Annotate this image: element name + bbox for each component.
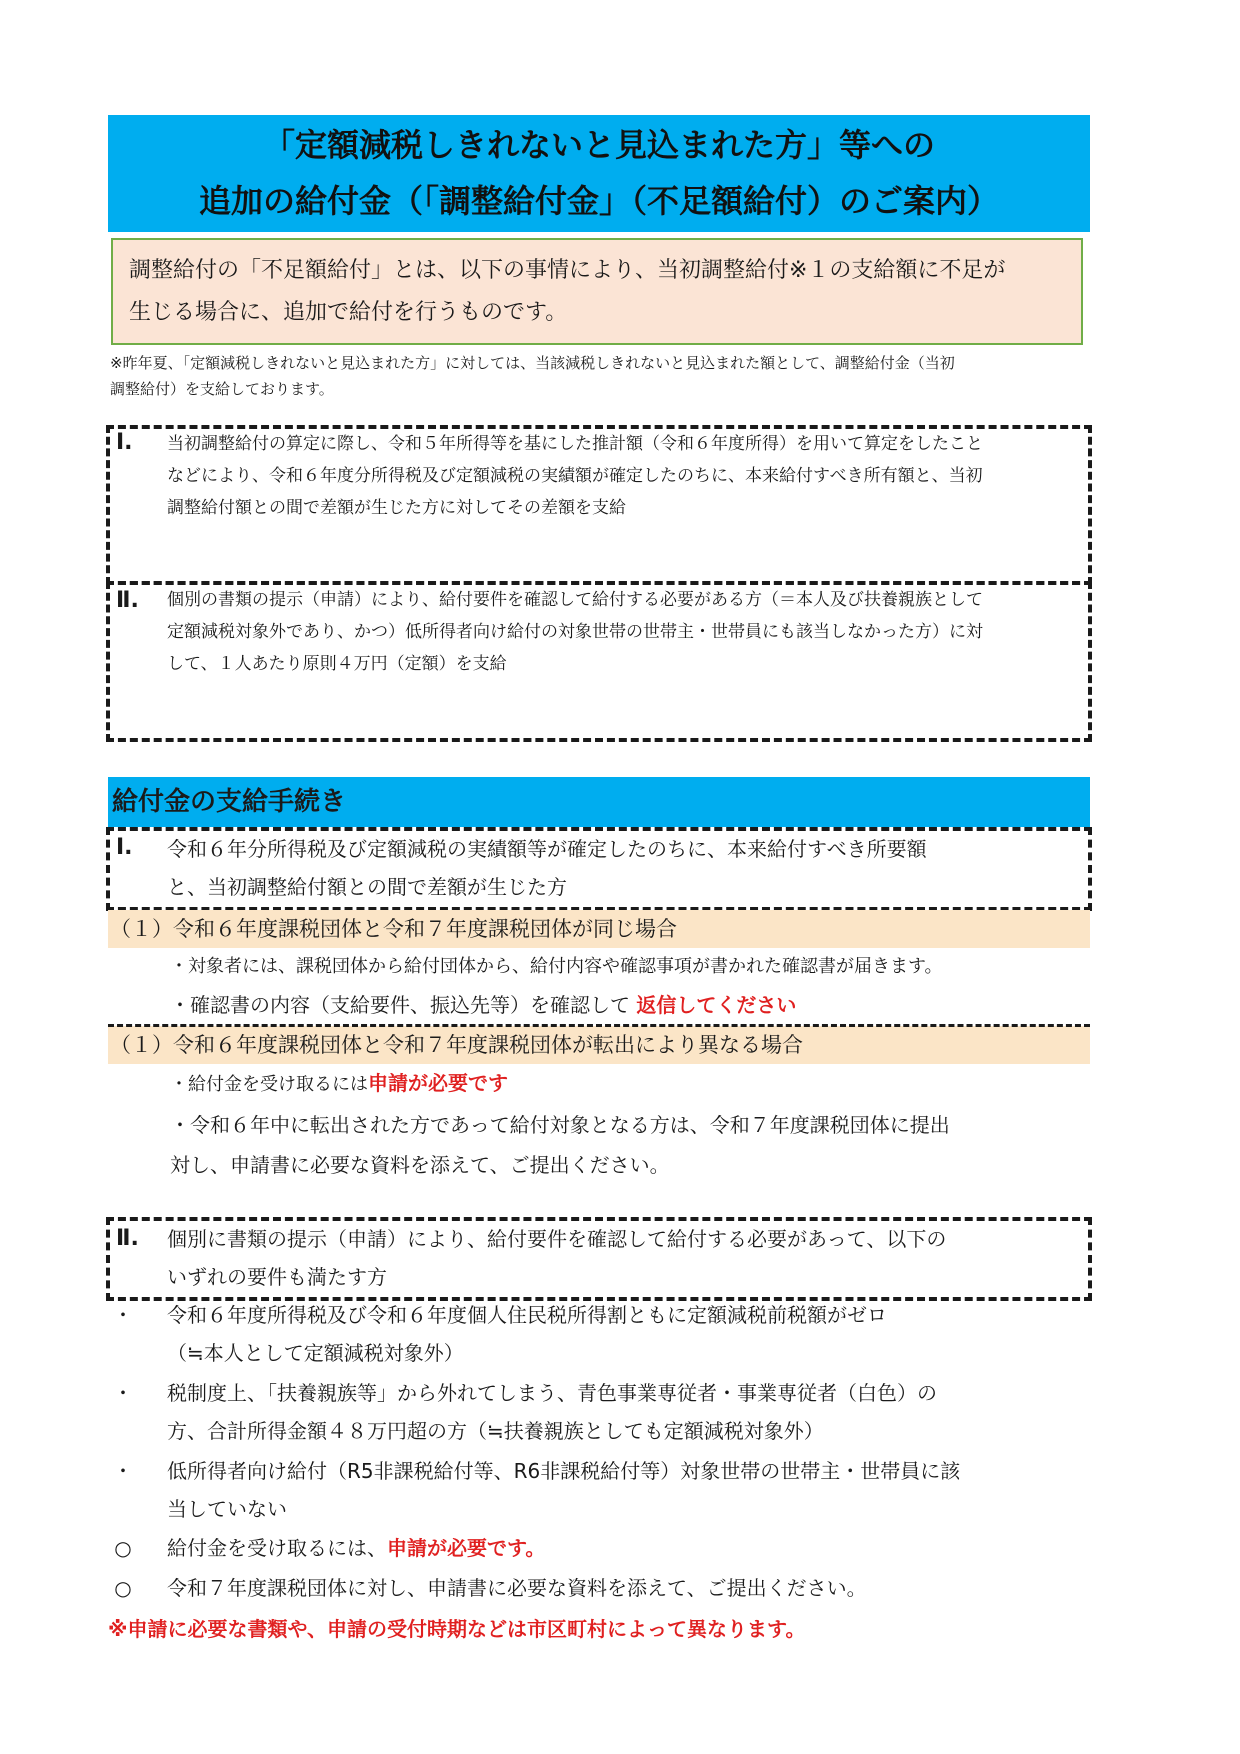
requirement-line1: 税制度上、「扶養親族等」から外れてしまう、青色事業専従者・事業専従者（白色）の bbox=[167, 1381, 937, 1405]
diff-divider bbox=[108, 1024, 1090, 1027]
case1-line3: 調整給付額との間で差額が生じた方に対してその差額を支給 bbox=[167, 498, 626, 518]
sec1-line1: 令和６年分所得税及び定額減税の実績額等が確定したのちに、本来給付すべき所要額 bbox=[167, 837, 927, 861]
intro-box bbox=[111, 238, 1083, 345]
requirement-text bbox=[167, 1374, 937, 1452]
diff-bullets bbox=[170, 1064, 1085, 1184]
case1-numeral: Ⅰ. bbox=[116, 430, 133, 455]
case2-numeral: Ⅱ. bbox=[116, 588, 139, 613]
same-bullet1: ・対象者には、課税団体から給付団体から、給付内容や確認事項が書かれた確認書が届きます。 bbox=[170, 956, 943, 977]
intro-line1: 調整給付の「不足額給付」とは、以下の事情により、当初調整給付※１の支給額に不足が bbox=[129, 258, 1006, 283]
sec2-numeral: Ⅱ. bbox=[116, 1226, 139, 1251]
requirements-list bbox=[108, 1296, 1088, 1530]
sec1-text bbox=[167, 830, 1082, 906]
diff-bullet2-line2: 対し、申請書に必要な資料を添えて、ご提出ください。 bbox=[170, 1153, 670, 1177]
diff-bullet1 bbox=[170, 1064, 1085, 1104]
title-banner bbox=[108, 115, 1090, 232]
bullet-marker: ・ bbox=[113, 1459, 133, 1483]
same-bullets bbox=[170, 948, 1080, 1024]
case1-line1: 当初調整給付の算定に際し、令和５年所得等を基にした推計額（令和６年度所得）を用いて算定をしたこと bbox=[167, 434, 983, 454]
circle1-text: 給付金を受け取るには、 bbox=[167, 1536, 387, 1560]
requirement-text bbox=[167, 1452, 960, 1530]
bullet-marker: ・ bbox=[113, 1303, 133, 1327]
subsection-diff-label: （１）令和６年度課税団体と令和７年度課税団体が転出により異なる場合 bbox=[108, 1026, 1090, 1064]
case1-text bbox=[167, 428, 1082, 524]
circle1-emphasis: 申請が必要です。 bbox=[387, 1536, 546, 1560]
section-header: 給付金の支給手続き bbox=[108, 777, 1090, 827]
circle-item-2 bbox=[108, 1569, 867, 1607]
list-item bbox=[108, 1374, 1088, 1452]
requirement-line2: 当していない bbox=[167, 1497, 287, 1521]
diff-bullet1-text: ・給付金を受け取るには bbox=[170, 1074, 368, 1095]
case1-line2: などにより、令和６年度分所得税及び定額減税の実績額が確定したのちに、本来給付すべき所有額と、当初 bbox=[167, 466, 983, 486]
sec1-numeral: Ⅰ. bbox=[116, 835, 133, 860]
circle-marker: ○ bbox=[114, 1536, 132, 1560]
final-note: ※申請に必要な書類や、申請の受付時期などは市区町村によって異なります。 bbox=[108, 1617, 806, 1641]
circle2-text: 令和７年度課税団体に対し、申請書に必要な資料を添えて、ご提出ください。 bbox=[167, 1576, 867, 1600]
same-bullet2-emphasis: 返信してください bbox=[636, 993, 797, 1017]
list-item bbox=[108, 1452, 1088, 1530]
same-bullet2-text: ・確認書の内容（支給要件、振込先等）を確認して bbox=[170, 993, 637, 1017]
page-title-line1: 「定額減税しきれないと見込まれた方」等への bbox=[262, 126, 935, 164]
sec2-line2: いずれの要件も満たす方 bbox=[167, 1265, 387, 1289]
list-item bbox=[108, 1296, 1088, 1374]
footnote-line2: 調整給付）を支給しております。 bbox=[110, 380, 334, 398]
subsection-same-label: （１）令和６年度課税団体と令和７年度課税団体が同じ場合 bbox=[108, 910, 1090, 948]
requirement-line2: （≒本人として定額減税対象外） bbox=[167, 1341, 464, 1365]
requirement-text bbox=[167, 1296, 887, 1374]
requirement-line1: 低所得者向け給付（R5非課税給付等、R6非課税給付等）対象世帯の世帯主・世帯員に該 bbox=[167, 1459, 961, 1483]
footnote-line1: ※昨年夏、「定額減税しきれないと見込まれた方」に対しては、当該減税しきれないと見込まれた額として、調整給付金（当初 bbox=[110, 354, 955, 372]
sec2-line1: 個別に書類の提示（申請）により、給付要件を確認して給付する必要があって、以下の bbox=[167, 1227, 947, 1251]
circle-item-1-text bbox=[167, 1529, 545, 1567]
sec1-line2: と、当初調整給付額との間で差額が生じた方 bbox=[167, 875, 567, 899]
circle-item-1 bbox=[108, 1529, 545, 1567]
diff-bullet1-emphasis: 申請が必要です bbox=[368, 1071, 508, 1095]
case2-line3: して、１人あたり原則４万円（定額）を支給 bbox=[167, 654, 507, 674]
circle-marker: ○ bbox=[114, 1576, 132, 1600]
page-title-line2: 追加の給付金（「調整給付金」（不足額給付）のご案内） bbox=[198, 182, 999, 220]
requirement-line1: 令和６年度所得税及び令和６年度個人住民税所得割ともに定額減税前税額がゼロ bbox=[167, 1303, 887, 1327]
same-bullet2 bbox=[170, 986, 1080, 1024]
case2-line2: 定額減税対象外であり、かつ）低所得者向け給付の対象世帯の世帯主・世帯員にも該当しなかった方）に対 bbox=[167, 622, 983, 642]
intro-line2: 生じる場合に、追加で給付を行うものです。 bbox=[129, 300, 568, 325]
bullet-marker: ・ bbox=[113, 1381, 133, 1405]
requirement-line2: 方、合計所得金額４８万円超の方（≒扶養親族としても定額減税対象外） bbox=[167, 1419, 824, 1443]
case2-text bbox=[167, 584, 1082, 680]
diff-bullet2-line1: ・令和６年中に転出された方であって給付対象となる方は、令和７年度課税団体に提出 bbox=[170, 1113, 950, 1137]
case2-line1: 個別の書類の提示（申請）により、給付要件を確認して給付する必要がある方（＝本人及び扶養親族として bbox=[167, 590, 983, 610]
sec2-text bbox=[167, 1220, 1082, 1296]
footnote bbox=[110, 350, 1080, 402]
